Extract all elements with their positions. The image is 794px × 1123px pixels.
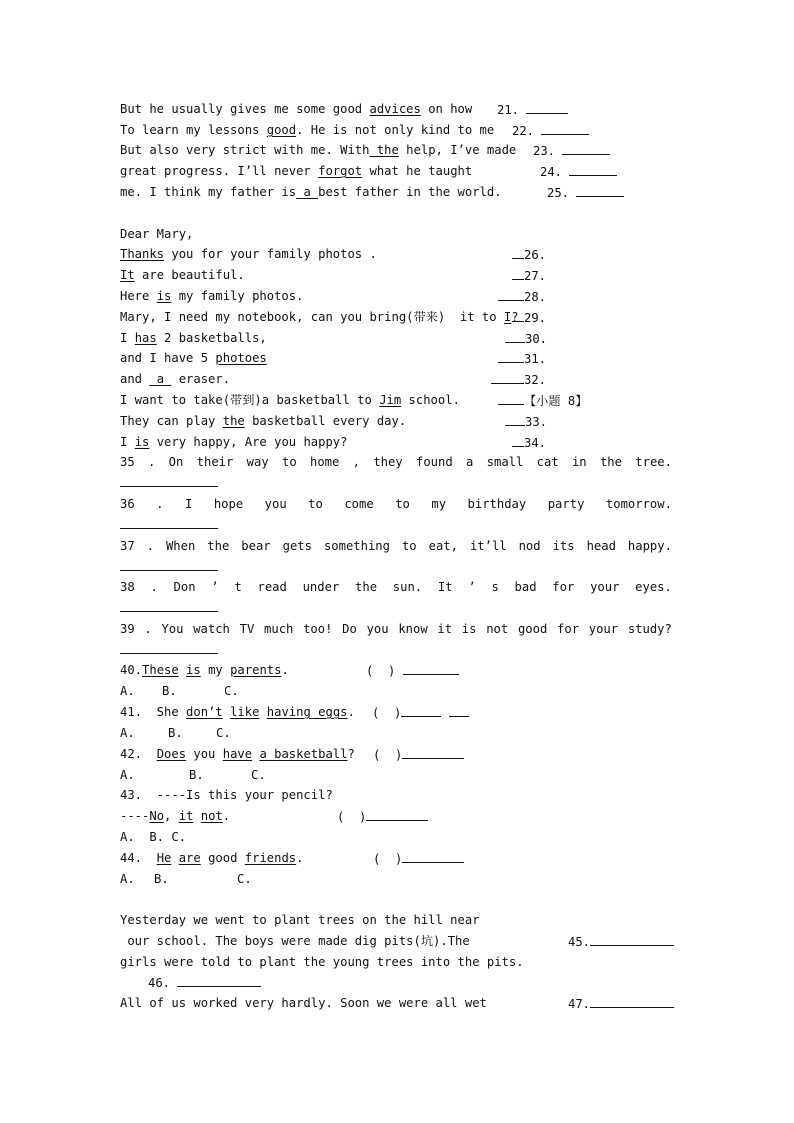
sentence-word: It: [437, 580, 453, 594]
question-43: 43. ----Is this your pencil?: [120, 788, 333, 802]
answer-22[interactable]: 22.: [512, 122, 589, 139]
sentence-word: hope: [213, 497, 244, 511]
sentence-39: [120, 621, 672, 637]
sentence-word: I: [185, 497, 193, 511]
sentence-word: way: [246, 455, 269, 469]
sentence-word: nod: [518, 539, 541, 553]
sentence-word: its: [552, 539, 575, 553]
answer-31[interactable]: 31.: [498, 350, 546, 367]
sentence-word: the: [599, 455, 622, 469]
answer-40[interactable]: ( ): [366, 662, 459, 679]
poem-line: But he usually gives me some good advices on how: [120, 102, 473, 116]
sentence-word: s: [491, 580, 499, 594]
letter-line: Mary, I need my notebook, can you bring(带来) it to I?: [120, 310, 519, 324]
sentence-word: eyes.: [635, 580, 672, 594]
sentence-word: ’: [211, 580, 219, 594]
answer-32[interactable]: 32.: [491, 371, 546, 388]
sentence-word: .: [144, 622, 152, 636]
answer-line-38[interactable]: [120, 611, 218, 612]
sentence-word: Do: [342, 622, 357, 636]
sentence-word: the: [355, 580, 378, 594]
sentence-word: your: [588, 622, 619, 636]
answer-24[interactable]: 24.: [540, 163, 617, 180]
sentence-word: tree.: [635, 455, 672, 469]
options-41: A. B. C.: [120, 726, 231, 740]
options-44: A. B. C.: [120, 872, 252, 886]
sentence-35: [120, 454, 672, 470]
sentence-word: it: [437, 622, 453, 636]
letter-line: I is very happy, Are you happy?: [120, 435, 348, 449]
answer-30[interactable]: 30.: [505, 330, 547, 347]
letter-line: It are beautiful.: [120, 268, 245, 282]
passage-line: All of us worked very hardly. Soon we were all wet: [120, 996, 487, 1010]
answer-line-39[interactable]: [120, 653, 218, 654]
question-42: 42. Does you have a basketball?: [120, 747, 355, 761]
sentence-word: tomorrow.: [605, 497, 672, 511]
sentence-word: in: [571, 455, 587, 469]
sentence-word: to: [401, 539, 417, 553]
sentence-word: party: [547, 497, 585, 511]
sentence-word: 38: [120, 580, 135, 594]
sentence-word: On: [168, 455, 184, 469]
sentence-word: under: [302, 580, 340, 594]
sentence-38: [120, 579, 672, 595]
answer-subquestion-8[interactable]: 【小题 8】: [498, 392, 587, 409]
sentence-word: bad: [514, 580, 537, 594]
sentence-word: a: [465, 455, 474, 469]
letter-line: They can play the basketball every day.: [120, 414, 407, 428]
sentence-word: cat: [536, 455, 559, 469]
answer-line-37[interactable]: [120, 570, 218, 571]
sentence-word: .: [150, 580, 158, 594]
answer-line-36[interactable]: [120, 528, 218, 529]
answer-28[interactable]: 28.: [498, 288, 546, 305]
answer-line-35[interactable]: [120, 486, 218, 487]
letter-line: and a eraser.: [120, 372, 231, 386]
sentence-word: 39: [120, 622, 135, 636]
sentence-word: it’ll: [469, 539, 507, 553]
sentence-word: found: [415, 455, 453, 469]
question-44: 44. He are good friends.: [120, 851, 304, 865]
sentence-word: too!: [303, 622, 333, 636]
sentence-word: to: [281, 455, 297, 469]
sentence-word: home: [309, 455, 340, 469]
answer-45[interactable]: 45.: [568, 933, 674, 950]
sentence-word: my: [431, 497, 447, 511]
sentence-word: 37: [120, 539, 135, 553]
sentence-word: to: [308, 497, 323, 511]
sentence-word: read: [257, 580, 287, 594]
answer-47[interactable]: 47.: [568, 995, 674, 1012]
sentence-word: much: [264, 622, 294, 636]
sentence-word: ’: [468, 580, 476, 594]
sentence-word: 35: [120, 455, 135, 469]
answer-25[interactable]: 25.: [547, 184, 624, 201]
sentence-word: the: [207, 539, 230, 553]
sentence-word: for: [552, 580, 575, 594]
sentence-word: for: [557, 622, 580, 636]
answer-44[interactable]: ( ): [373, 850, 464, 867]
answer-21[interactable]: 21.: [497, 101, 568, 118]
passage-line: our school. The boys were made dig pits(坑).The: [120, 934, 470, 948]
letter-line: and I have 5 photoes: [120, 351, 267, 365]
sentence-word: ,: [352, 455, 360, 469]
question-40: 40.These is my parents.: [120, 663, 289, 677]
sentence-word: not: [486, 622, 509, 636]
poem-line: great progress. I’ll never forgot what he taught: [120, 164, 473, 178]
letter-line: Here is my family photos.: [120, 289, 304, 303]
sentence-word: eat,: [428, 539, 458, 553]
letter-line: I has 2 basketballs,: [120, 331, 267, 345]
options-42: A. B. C.: [120, 768, 266, 782]
sentence-word: you: [264, 497, 287, 511]
answer-46[interactable]: 46.: [148, 974, 261, 991]
sentence-word: something: [323, 539, 390, 553]
answer-27[interactable]: 27.: [512, 267, 546, 284]
sentence-word: you: [366, 622, 389, 636]
sentence-word: bear: [241, 539, 271, 553]
sentence-word: come: [344, 497, 374, 511]
sentence-word: their: [196, 455, 234, 469]
sentence-word: gets: [282, 539, 312, 553]
sentence-word: your: [590, 580, 620, 594]
sentence-36: [120, 496, 672, 512]
passage-line: girls were told to plant the young trees into the pits.: [120, 955, 524, 969]
sentence-word: .: [148, 455, 156, 469]
letter-line: Thanks you for your family photos .: [120, 247, 377, 261]
answer-34[interactable]: 34.: [512, 434, 546, 451]
sentence-word: sun.: [392, 580, 423, 594]
sentence-word: When: [165, 539, 196, 553]
sentence-word: 36: [120, 497, 135, 511]
sentence-word: You: [161, 622, 184, 636]
answer-43-text: ----No, it not.: [120, 809, 231, 823]
sentence-37: [120, 538, 672, 554]
poem-line: But also very strict with me. With the help, I’ve made: [120, 143, 517, 157]
answer-29[interactable]: 29.: [512, 309, 546, 326]
sentence-word: is: [461, 622, 477, 636]
sentence-word: Don: [173, 580, 196, 594]
answer-23[interactable]: 23.: [533, 142, 610, 159]
sentence-word: happy.: [627, 539, 672, 553]
sentence-word: TV: [239, 622, 255, 636]
letter-line: I want to take(带到)a basketball to Jim school.: [120, 393, 460, 407]
sentence-word: small: [486, 455, 524, 469]
poem-line: To learn my lessons good. He is not only kind to me: [120, 123, 495, 137]
sentence-word: know: [398, 622, 428, 636]
question-41: 41. She don’t like having eggs.: [120, 705, 355, 719]
sentence-word: study?: [627, 622, 672, 636]
sentence-word: .: [146, 539, 154, 553]
letter-greeting: Dear Mary,: [120, 227, 194, 241]
answer-43[interactable]: ( ): [337, 808, 428, 825]
answer-42[interactable]: ( ): [373, 746, 464, 763]
sentence-word: to: [395, 497, 410, 511]
passage-line: Yesterday we went to plant trees on the hill near: [120, 913, 480, 927]
answer-33[interactable]: 33.: [505, 413, 547, 430]
options-40: A. B. C.: [120, 684, 239, 698]
sentence-word: birthday: [467, 497, 527, 511]
sentence-word: they: [373, 455, 403, 469]
answer-41[interactable]: ( ): [372, 704, 469, 721]
sentence-word: watch: [193, 622, 230, 636]
options-43: A. B. C.: [120, 830, 187, 844]
sentence-word: t: [234, 580, 242, 594]
sentence-word: .: [156, 497, 164, 511]
sentence-word: head: [586, 539, 616, 553]
answer-26[interactable]: 26.: [512, 246, 546, 263]
sentence-word: good: [517, 622, 548, 636]
poem-line: me. I think my father is a best father in the world.: [120, 185, 502, 199]
